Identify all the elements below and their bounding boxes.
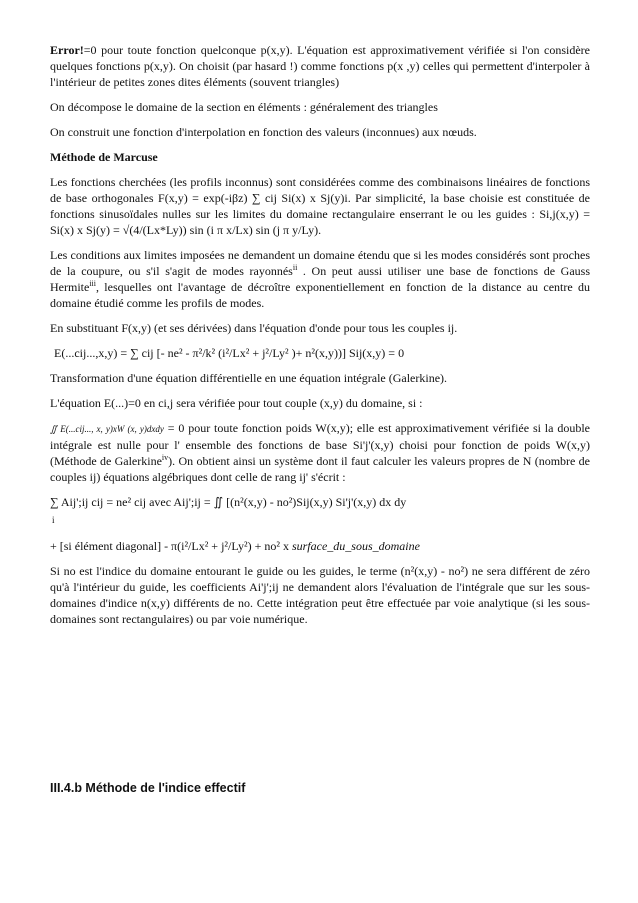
- paragraph-galerkine: [50, 420, 590, 485]
- paragraph-interpolation: On construit une fonction d'interpolation en fonction des valeurs (inconnues) aux nœuds.: [50, 125, 477, 139]
- paragraph-error-text: =0 pour toute fonction quelconque p(x,y). L'équation est approximativement vérifiée si l'on considère quelques fonctions p(x,y). On choisit (par hasard !) comme fonctions p(x ,y) celles qui permettent d'interpoler à l'intérieur de petites zones dites éléments (souvent triangles): [50, 43, 590, 89]
- equation-diagonal: [50, 538, 590, 554]
- equation-system: ∑ Aij';ij cij = ne² cij avec Aij';ij = ∬ [(n²(x,y) - no²)Sij(x,y) Si'j'(x,y) dx dy: [50, 495, 407, 509]
- section-heading-effective-index: III.4.b Méthode de l'indice effectif: [50, 781, 246, 795]
- surface-term: surface_du_sous_domaine: [291, 539, 420, 553]
- equation-double-integral: ∬ E(...cij..., x, y)xW (x, y)dxdy: [50, 424, 164, 434]
- document-body: [50, 42, 590, 636]
- equation-wave: E(...cij...,x,y) = ∑ cij [- ne² - π²/k² (i²/Lx² + j²/Ly² )+ n²(x,y))] Sij(x,y) = 0: [54, 346, 405, 360]
- boundary-text-b: . On peut aussi utiliser une base de fonctions de Gauss Hermite: [50, 264, 590, 294]
- paragraph-decomposition: On décompose le domaine de la section en éléments : généralement des triangles: [50, 100, 438, 114]
- diagonal-term: + [si élément diagonal] - π(i²/Lx² + j²/Ly²) + no² x: [50, 539, 292, 553]
- basis-text-b: . Par simplicité, la base choisie est constituée de fonctions sinusoïdales nulles sur les limites du domaine rectangulaire enserrant le ou les guides :: [50, 191, 590, 221]
- footnote-ref-iii[interactable]: iii: [89, 279, 96, 288]
- section-title-marcuse: Méthode de Marcuse: [50, 150, 158, 164]
- paragraph-basis-functions: [50, 174, 590, 238]
- galerkine-text-b: ). On obtient ainsi un système dont il faut calculer les valeurs propres de N (nombre de couples ij) équations algébriques dont celle de rang ij' s'écrit :: [50, 454, 590, 484]
- error-label: Error!: [50, 43, 84, 57]
- paragraph-boundary-conditions: [50, 247, 590, 311]
- equation-field-expansion: F(x,y) = exp(-iβz) ∑ cij Si(x) x Sj(y)i: [158, 191, 348, 205]
- equation-sinus-basis: Si,j(x,y) = Si(x) x Sj(y) = √(4/(Lx*Ly)) sin (i π x/Lx) sin (j π y/Ly).: [50, 207, 591, 237]
- footnote-ref-ii[interactable]: ii: [292, 263, 298, 272]
- paragraph-substitution: En substituant F(x,y) (et ses dérivées) dans l'équation d'onde pour tous les couples ij.: [50, 321, 458, 335]
- galerkine-text-a: = 0 pour toute fonction poids W(x,y); elle est approximativement vérifiée si la double intégrale est nulle pour l' ensemble des fonctions de base Si'j'(x,y) choisi pour fonction de poids W(x,y) (Méthode de Galerkine: [50, 421, 590, 468]
- paragraph-index-domain: Si no est l'indice du domaine entourant le guide ou les guides, le terme (n²(x,y) - no²) ne sera différent de zéro qu'à l'intérieur du guide, les coefficients Ai'j';ij ne demandent alors l'évaluation de l'intégrale que sur les sous-domaines d'indice n(x,y) différents de no. Cette intégration peut être effectuée par voie analytique (si les sous-domaines sont rectangulaires) ou par voie numérique.: [50, 564, 590, 626]
- paragraph-error: [50, 42, 590, 90]
- boundary-text-c: , lesquelles ont l'avantage de décroître exponentiellement en fonction de la distance au centre du domaine étudié comme les profils de modes.: [50, 280, 590, 310]
- paragraph-transformation: Transformation d'une équation différentielle en une équation intégrale (Galerkine).: [50, 371, 448, 385]
- footnote-ref-iv[interactable]: iv: [161, 453, 169, 462]
- paragraph-verification: L'équation E(...)=0 en ci,j sera vérifiée pour tout couple (x,y) du domaine, si :: [50, 396, 423, 410]
- equation-sum-index: i: [52, 515, 55, 525]
- boundary-text-a: Les conditions aux limites imposées ne demandent un domaine étendu que si les modes considérés sont proches de la coupure, ou s'il s'agit de modes rayonnés: [50, 248, 590, 278]
- basis-text-a: Les fonctions cherchées (les profils inconnus) sont considérées comme des combinaisons linéaires de fonctions de base orthogonales: [50, 175, 590, 205]
